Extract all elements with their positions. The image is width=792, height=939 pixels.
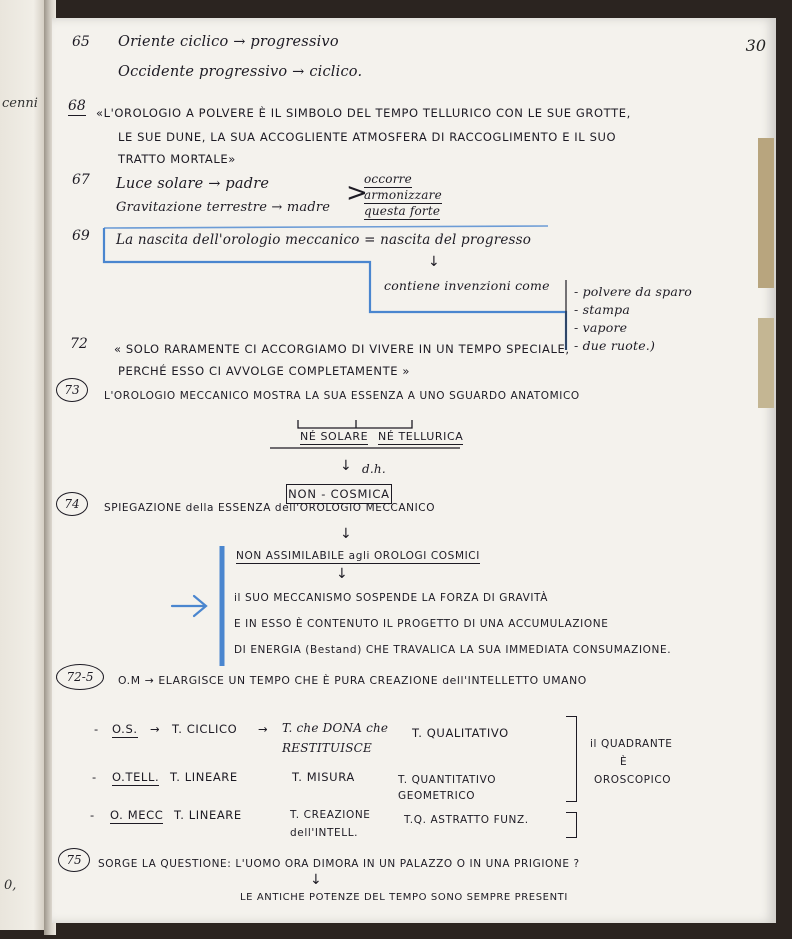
blue-frame-69-top [104,226,548,228]
note-74-line-4: DI ENERGIA (Bestand) CHE TRAVALICA LA SUA IMMEDIATA CONSUMAZIONE. [234,644,672,656]
entry-73-line-1: L'OROLOGIO MECCANICO MOSTRA LA SUA ESSENZA A UNO SGUARDO ANATOMICO [104,390,580,402]
box-73-ne-tellurica: NÉ TELLURICA [378,430,464,443]
table-note-line-2: È [620,756,628,768]
table-row-3-c: T.Q. ASTRATTO FUNZ. [404,814,529,826]
bracket-67-line-3: questa forte [364,204,441,218]
left-margin-fragment-bottom: 0, [4,878,17,893]
entry-72-line-2: PERCHÉ ESSO CI AVVOLGE COMPLETAMENTE » [118,364,411,378]
note-74-line-1: NON ASSIMILABILE agli OROLOGI COSMICI [236,550,480,562]
entry-number-67: 67 [72,172,90,188]
page-number: 30 [745,36,766,55]
note-74-down-arrow: ↓ [336,566,348,582]
table-row-2-key: O.TELL. [112,770,160,784]
box-73-non-cosmica: NON - COSMICA [286,484,392,504]
entry-74-down-arrow: ↓ [340,526,352,542]
entry-number-68: 68 [68,98,86,114]
table-row-3-key: O. MECC [110,808,164,822]
note-74-line-2: il SUO MECCANISMO SOSPENDE LA FORZA DI GRAVITÀ [234,592,549,604]
entry-number-72-5: 72-5 [56,664,104,690]
invention-1: - polvere da sparo [574,284,692,299]
left-margin-fragment-top: cenni [2,96,38,111]
entry-69-line-2: contiene invenzioni come [384,278,550,293]
entry-75-down-arrow: ↓ [310,872,322,888]
table-row-2-a: T. LINEARE [170,770,238,784]
box-73-ne-solare: NÉ SOLARE [300,430,369,443]
table-note-line-1: il QUADRANTE [590,738,673,750]
table-row-1-b: T. che DONA che RESTITUISCE [282,721,389,755]
table-row-2-c: T. QUANTITATIVO GEOMETRICO [398,774,497,802]
invention-4: - due ruote.) [574,338,656,353]
entry-69-down-arrow: ↓ [428,254,440,270]
table-row-1-arrow-2: → [258,722,269,736]
entry-68-line-1: «L'OROLOGIO A POLVERE È IL SIMBOLO DEL TEMPO TELLURICO CON LE SUE GROTTE, [96,106,631,120]
entry-72-line-1: « SOLO RARAMENTE CI ACCORGIAMO DI VIVERE IN UN TEMPO SPECIALE, [114,342,570,356]
entry-68-line-2: LE SUE DUNE, LA SUA ACCOGLIENTE ATMOSFERA DI RACCOGLIMENTO E IL SUO [118,130,617,144]
table-row-1-a: T. CICLICO [172,722,238,736]
entry-74-line-1: SPIEGAZIONE della ESSENZA dell'OROLOGIO MECCANICO [104,502,436,514]
entry-number-72: 72 [70,336,88,352]
invention-3: - vapore [574,320,628,335]
entry-68-line-3: TRATTO MORTALE» [118,152,236,166]
entry-number-73: 73 [56,378,88,402]
table-row-3-dash: - [90,808,95,822]
entry-67-line-1: Luce solare → padre [116,176,270,192]
bracket-73 [270,420,460,448]
bracket-67-line-1: occorre [364,172,412,186]
blue-frame-69 [104,228,566,350]
blue-arrow-74 [172,596,206,616]
table-row-1-arrow: → [150,722,161,736]
entry-65-line-2: Occidente progressivo → ciclico. [118,64,363,80]
box-73-down-arrow: ↓ [340,458,352,474]
box-73-dh: d.h. [362,462,386,476]
entry-72-5-line-1: O.M → ELARGISCE UN TEMPO CHE È PURA CREAZIONE dell'INTELLETTO UMANO [118,674,587,687]
table-row-3-a: T. LINEARE [174,808,242,822]
entry-number-65: 65 [72,34,90,50]
entry-number-69: 69 [72,228,90,244]
table-row-1-dash: - [94,722,99,736]
table-row-1-c: T. QUALITATIVO [412,726,509,740]
invention-2: - stampa [574,302,630,317]
entry-67-line-2: Gravitazione terrestre → madre [116,200,331,215]
bracket-67-symbol: > [346,178,368,208]
entry-75-line-1: SORGE LA QUESTIONE: L'UOMO ORA DIMORA IN UN PALAZZO O IN UNA PRIGIONE ? [98,858,580,870]
table-note-line-3: OROSCOPICO [594,774,672,786]
note-74-line-3: E IN ESSO È CONTENUTO IL PROGETTO DI UNA ACCUMULAZIONE [234,618,609,630]
entry-69-line-1: La nascita dell'orologio meccanico = nascita del progresso [116,232,532,248]
table-row-1-key: O.S. [112,722,138,736]
entry-65-line-1: Oriente ciclico → progressivo [118,34,339,50]
entry-number-75: 75 [58,848,90,872]
bracket-67-line-2: armonizzare [364,188,442,202]
entry-number-74: 74 [56,492,88,516]
table-row-2-dash: - [92,770,97,784]
table-row-2-b: T. MISURA [292,770,355,784]
table-row-3-b: T. CREAZIONE dell'INTELL. [290,809,371,839]
entry-75-line-2: LE ANTICHE POTENZE DEL TEMPO SONO SEMPRE PRESENTI [240,892,568,903]
